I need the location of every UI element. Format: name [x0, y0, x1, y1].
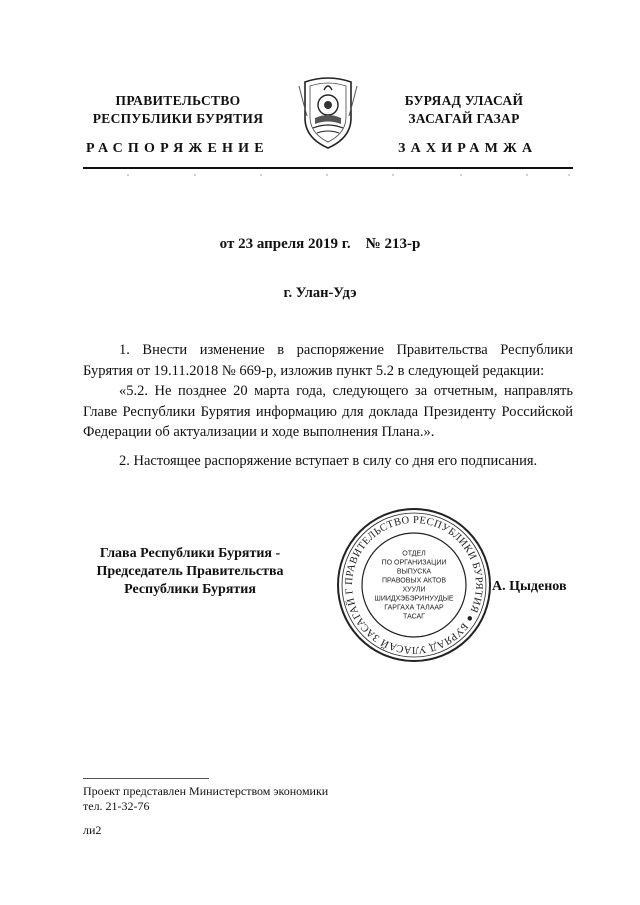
paragraph-2: «5.2. Не позднее 20 марта года, следующего за отчетным, направлять Главе Республики Бурятия информацию для доклада Президенту Российской Федерации об актуализации и ходе выполнения Плана.».: [83, 383, 573, 440]
document-city: г. Улан-Удэ: [283, 285, 357, 301]
seal-inner-line: ВЫПУСКА: [396, 568, 432, 576]
seal-inner-line: ГАРГАХА ТАЛААР: [384, 604, 444, 612]
header-left-line2: РЕСПУБЛИКИ БУРЯТИЯ: [92, 111, 264, 126]
footer-divider: [83, 778, 209, 779]
header-right-line2: ЗАСАГАЙ ГАЗАР: [408, 111, 520, 126]
header-divider: [83, 167, 573, 169]
paragraph-3: 2. Настоящее распоряжение вступает в силу со дня его подписания.: [119, 453, 538, 469]
signatory-name: А. Цыденов: [492, 579, 567, 594]
footer-line3: ли2: [83, 823, 102, 837]
signatory-title-line1: Глава Республики Бурятия -: [99, 546, 281, 561]
header-dotted-line: [83, 172, 573, 178]
seal-inner-line: ТАСАГ: [403, 613, 425, 621]
header-right-line1: БУРЯАД УЛАСАЙ: [404, 93, 524, 108]
signatory-title: [74, 545, 306, 599]
seal-inner-line: ОТДЕЛ: [402, 550, 426, 558]
paragraph-1: 1. Внести изменение в распоряжение Правительства Республики Бурятия от 19.11.2018 № 669-р, изложив пункт 5.2 в следующей редакции:: [83, 342, 573, 379]
seal-inner-line: ПО ОРГАНИЗАЦИИ: [381, 559, 447, 567]
signatory-title-line3: Республики Бурятия: [124, 582, 256, 597]
signatory-title-line2: Председатель Правительства: [96, 564, 284, 579]
seal-inner-line: ШИИДХЭБЭРИНУУДЫЕ: [374, 595, 454, 603]
official-seal-icon: [334, 505, 494, 665]
seal-inner-line: ПРАВОВЫХ АКТОВ: [381, 577, 447, 585]
seal-outer-text: ПРАВИТЕЛЬСТВО РЕСПУБЛИКИ БУРЯТИЯ ● БУРЯАД УЛАСАЙ ЗАСАГАЙ Г: [343, 514, 485, 656]
doc-type-right: ЗАХИРАМЖА: [398, 141, 538, 156]
footer-note: [83, 784, 328, 838]
header-org-right: [384, 92, 544, 128]
footer-line1: Проект представлен Министерством экономики: [83, 784, 329, 798]
doc-type-left: РАСПОРЯЖЕНИЕ: [86, 141, 269, 156]
footer-line2: тел. 21-32-76: [83, 799, 150, 813]
header-org-left: [83, 92, 273, 128]
coat-of-arms-icon: [297, 72, 359, 152]
seal-inner-line: ХУУЛИ: [402, 586, 426, 594]
document-date-number: от 23 апреля 2019 г. № 213-р: [219, 236, 421, 252]
header-left-line1: ПРАВИТЕЛЬСТВО: [115, 93, 241, 108]
